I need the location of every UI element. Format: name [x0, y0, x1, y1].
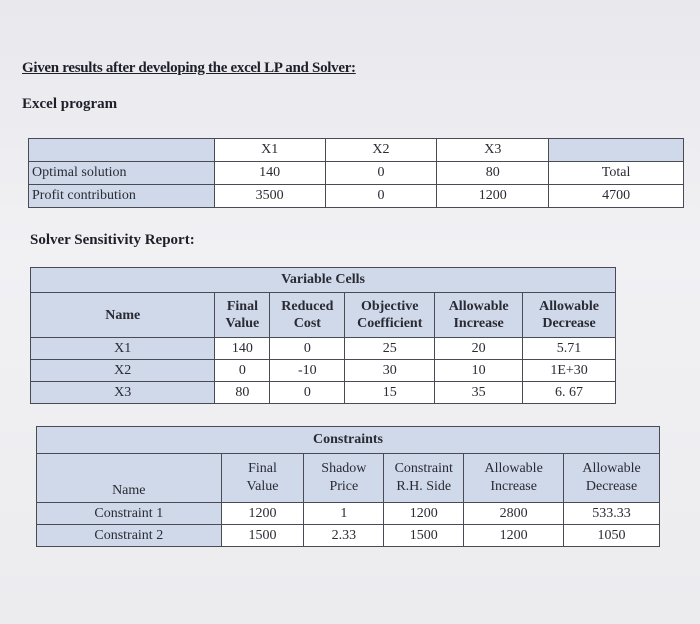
cell: X3: [31, 382, 215, 404]
cell: 1: [304, 503, 384, 525]
header-reduced-cost: [270, 293, 345, 338]
header-line: Final: [226, 299, 258, 314]
row-label-profit: Profit contribution: [29, 185, 215, 208]
table-row: [37, 525, 660, 547]
cell: 1500: [384, 525, 464, 547]
header-line: Decrease: [585, 479, 638, 494]
header-allowable-increase: [435, 293, 523, 338]
cell: 80: [215, 382, 270, 404]
header-line: Increase: [490, 479, 537, 494]
cell: 80: [437, 162, 549, 185]
table-row: [31, 338, 616, 360]
cell: 2800: [464, 503, 564, 525]
cell: 1050: [564, 525, 660, 547]
page-heading: Given results after developing the excel LP and Solver:: [22, 60, 356, 76]
col-header-x1: X1: [214, 139, 325, 162]
header-line: Allowable: [582, 461, 641, 476]
header-allowable-decrease: [564, 454, 660, 503]
cell: 1E+30: [523, 360, 616, 382]
row-label-optimal: Optimal solution: [29, 162, 215, 185]
header-line: Value: [246, 479, 279, 494]
header-line: Objective: [360, 299, 419, 314]
header-line: Final: [248, 461, 277, 476]
excel-results-table: [28, 138, 684, 208]
header-line: Decrease: [542, 316, 596, 331]
cell: Constraint 2: [37, 525, 222, 547]
table-row: [31, 382, 616, 404]
cell: 15: [345, 382, 435, 404]
header-line: Price: [329, 479, 359, 494]
table-row: [29, 162, 684, 185]
cell: Constraint 1: [37, 503, 222, 525]
cell: 140: [215, 338, 270, 360]
total-value: 4700: [549, 185, 684, 208]
header-line: Coefficient: [357, 316, 423, 331]
constraints-table: [36, 426, 660, 547]
cell: X2: [31, 360, 215, 382]
table-corner-cell: [29, 139, 215, 162]
header-line: Value: [225, 316, 260, 331]
cell: 25: [345, 338, 435, 360]
excel-program-label: Excel program: [22, 96, 118, 112]
cell: 0: [215, 360, 270, 382]
header-line: Increase: [453, 316, 504, 331]
header-final-value: [221, 454, 304, 503]
variable-cells-table: [30, 267, 616, 404]
header-line: R.H. Side: [396, 479, 452, 494]
header-name: Name: [37, 454, 222, 503]
sensitivity-report-label: Solver Sensitivity Report:: [30, 232, 195, 248]
header-name: Name: [31, 293, 215, 338]
cell: 1200: [464, 525, 564, 547]
header-allowable-decrease: [523, 293, 616, 338]
header-line: Shadow: [321, 461, 367, 476]
header-line: Constraint: [394, 461, 453, 476]
col-header-x3: X3: [437, 139, 549, 162]
cell: 1200: [437, 185, 549, 208]
cell: 1500: [221, 525, 304, 547]
cell: 6. 67: [523, 382, 616, 404]
cell: 1200: [384, 503, 464, 525]
cell: 0: [270, 338, 345, 360]
cell: -10: [270, 360, 345, 382]
header-line: Allowable: [448, 299, 509, 314]
cell: 0: [325, 162, 437, 185]
cell: 533.33: [564, 503, 660, 525]
variable-cells-title: Variable Cells: [31, 268, 616, 293]
cell: 30: [345, 360, 435, 382]
col-header-x2: X2: [325, 139, 437, 162]
table-row: [37, 503, 660, 525]
header-allowable-increase: [464, 454, 564, 503]
cell: 3500: [214, 185, 325, 208]
header-line: Allowable: [484, 461, 543, 476]
cell: 10: [435, 360, 523, 382]
cell: 5.71: [523, 338, 616, 360]
header-objective-coefficient: [345, 293, 435, 338]
cell: 140: [214, 162, 325, 185]
cell: 0: [325, 185, 437, 208]
cell: X1: [31, 338, 215, 360]
header-final-value: [215, 293, 270, 338]
header-shadow-price: [304, 454, 384, 503]
header-line: Allowable: [539, 299, 599, 314]
total-label: Total: [549, 162, 684, 185]
header-constraint-rhs: [384, 454, 464, 503]
cell: 35: [435, 382, 523, 404]
table-row: [31, 360, 616, 382]
table-corner-cell-right: [549, 139, 684, 162]
header-line: Cost: [293, 316, 321, 331]
cell: 2.33: [304, 525, 384, 547]
cell: 1200: [221, 503, 304, 525]
cell: 20: [435, 338, 523, 360]
cell: 0: [270, 382, 345, 404]
table-row: [29, 185, 684, 208]
header-line: Reduced: [281, 299, 334, 314]
constraints-title: Constraints: [37, 427, 660, 454]
